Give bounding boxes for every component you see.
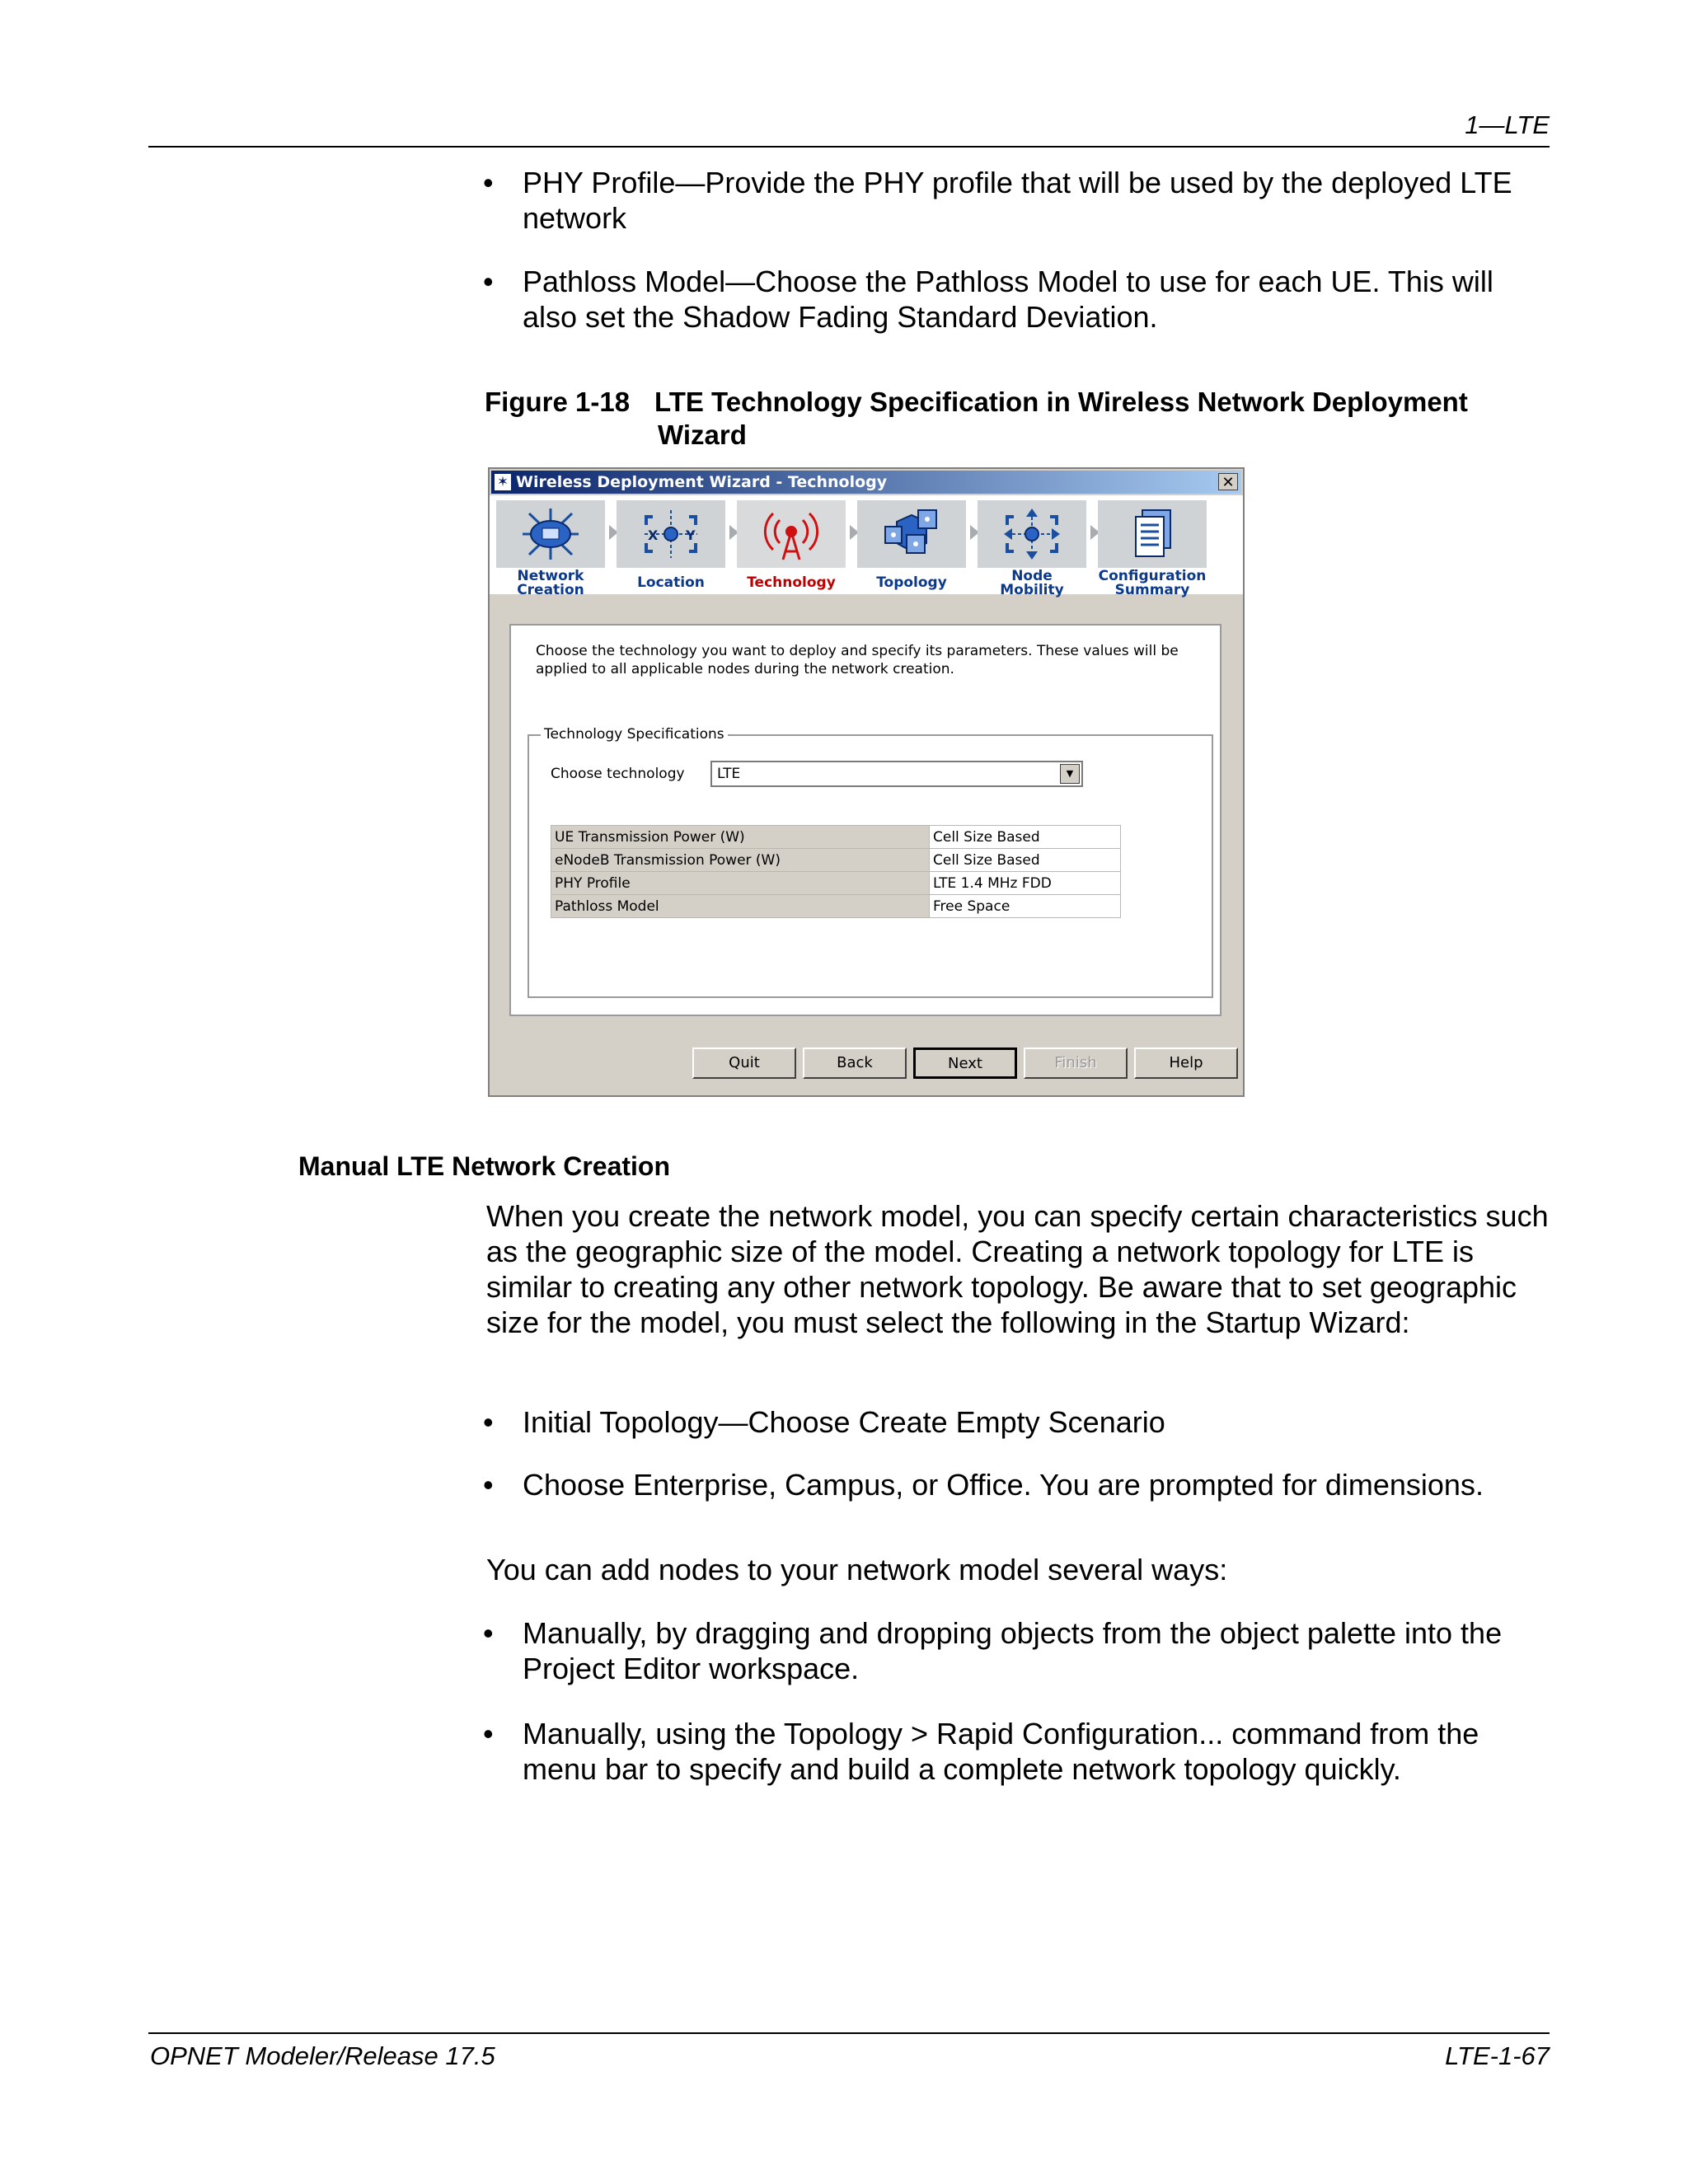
app-star-icon: ✶ [495, 474, 511, 490]
wizard-steps [490, 495, 1243, 598]
bullet-choose-enterprise: Choose Enterprise, Campus, or Office. You are prompted for dimensions. [523, 1468, 1484, 1502]
section-paragraph-1: When you create the network model, you can specify certain characteristics such as the geographic size of the model. Creating a network topology for LTE is similar to creating any other network topology. Be aware that to set geographic size for the model, you must select the following in the Startup Wizard: [486, 1199, 1549, 1339]
parameters-table [551, 825, 1121, 918]
bullet-marker: • [483, 1468, 494, 1502]
step-label: Network Creation [517, 568, 584, 598]
param-name: UE Transmission Power (W) [551, 826, 930, 849]
table-row[interactable] [551, 872, 1121, 895]
step-node-mobility[interactable] [978, 500, 1086, 598]
close-button[interactable]: ✕ [1218, 473, 1238, 490]
topology-icon [857, 500, 966, 568]
footer-page-number: LTE-1-67 [1445, 2041, 1550, 2070]
param-name: PHY Profile [551, 872, 930, 895]
bullet-pathloss-model: Pathloss Model—Choose the Pathloss Model to use for each UE. This will also set the Shadow Fading Standard Deviation. [523, 265, 1493, 334]
step-configuration-summary[interactable] [1098, 500, 1207, 598]
param-value[interactable]: Cell Size Based [930, 826, 1121, 849]
running-header: 1—LTE [1465, 110, 1550, 139]
step-topology[interactable] [857, 500, 966, 591]
section-paragraph-2: You can add nodes to your network model several ways: [486, 1553, 1228, 1586]
section-heading: Manual LTE Network Creation [298, 1151, 671, 1181]
next-button[interactable]: Next [913, 1047, 1017, 1079]
footer-left: OPNET Modeler/Release 17.5 [150, 2041, 495, 2070]
wizard-title: Wireless Deployment Wizard - Technology [516, 473, 888, 491]
figure-number: Figure 1-18 [485, 387, 631, 417]
technology-specifications-group [528, 726, 1213, 998]
wizard-instructions: Choose the technology you want to deploy and specify its parameters. These values will be applied to all applicable nodes during the network creation. [536, 643, 1179, 677]
configuration-summary-icon [1098, 500, 1207, 568]
wizard-titlebar[interactable] [491, 471, 1241, 494]
group-title: Technology Specifications [541, 726, 728, 743]
back-button[interactable]: Back [803, 1047, 907, 1079]
step-label-active: Technology [747, 574, 836, 591]
step-label: Topology [876, 574, 947, 591]
location-icon [617, 500, 725, 568]
wizard-window [488, 467, 1245, 1097]
network-creation-icon [496, 500, 605, 568]
figure-caption-line2: Wizard [658, 419, 747, 450]
svg-text:X: X [648, 527, 659, 543]
bullet-phy-profile: PHY Profile—Provide the PHY profile that will be used by the deployed LTE network [523, 166, 1512, 235]
bullet-marker: • [483, 1717, 494, 1750]
finish-button: Finish [1024, 1047, 1128, 1079]
footer-rule [148, 2032, 1550, 2034]
technology-antenna-icon [737, 500, 846, 568]
wizard-button-bar [490, 1038, 1243, 1087]
bullet-marker: • [483, 166, 494, 199]
figure-caption-line1: LTE Technology Specification in Wireless Network Deployment [654, 387, 1468, 417]
param-value[interactable]: Free Space [930, 895, 1121, 918]
bullet-manual-drag: Manually, by dragging and dropping objects from the object palette into the Project Editor workspace. [523, 1616, 1503, 1685]
step-network-creation[interactable] [496, 500, 605, 598]
table-row[interactable] [551, 849, 1121, 872]
content-panel [509, 624, 1221, 1016]
param-name: Pathloss Model [551, 895, 930, 918]
param-value[interactable]: Cell Size Based [930, 849, 1121, 872]
param-value[interactable]: LTE 1.4 MHz FDD [930, 872, 1121, 895]
step-label: Location [637, 574, 705, 591]
technology-select-value: LTE [717, 766, 741, 782]
step-label: Node Mobility [1000, 568, 1064, 598]
header-rule [148, 146, 1550, 148]
bullet-initial-topology: Initial Topology—Choose Create Empty Scenario [523, 1405, 1165, 1439]
technology-select[interactable] [710, 761, 1083, 787]
step-technology[interactable] [737, 500, 846, 591]
node-mobility-icon [978, 500, 1086, 568]
step-label: Configuration Summary [1098, 568, 1207, 598]
svg-text:Y: Y [686, 527, 696, 543]
choose-technology-label: Choose technology [551, 766, 685, 782]
chevron-down-icon[interactable]: ▼ [1060, 764, 1080, 784]
step-location[interactable] [617, 500, 725, 591]
bullet-marker: • [483, 1405, 494, 1439]
help-button[interactable]: Help [1134, 1047, 1238, 1079]
bullet-marker: • [483, 265, 494, 298]
bullet-rapid-configuration: Manually, using the Topology > Rapid Configuration... command from the menu bar to specify and build a complete network topology quickly. [523, 1717, 1479, 1786]
param-name: eNodeB Transmission Power (W) [551, 849, 930, 872]
table-row[interactable] [551, 826, 1121, 849]
quit-button[interactable]: Quit [692, 1047, 796, 1079]
table-row[interactable] [551, 895, 1121, 918]
bullet-marker: • [483, 1616, 494, 1650]
